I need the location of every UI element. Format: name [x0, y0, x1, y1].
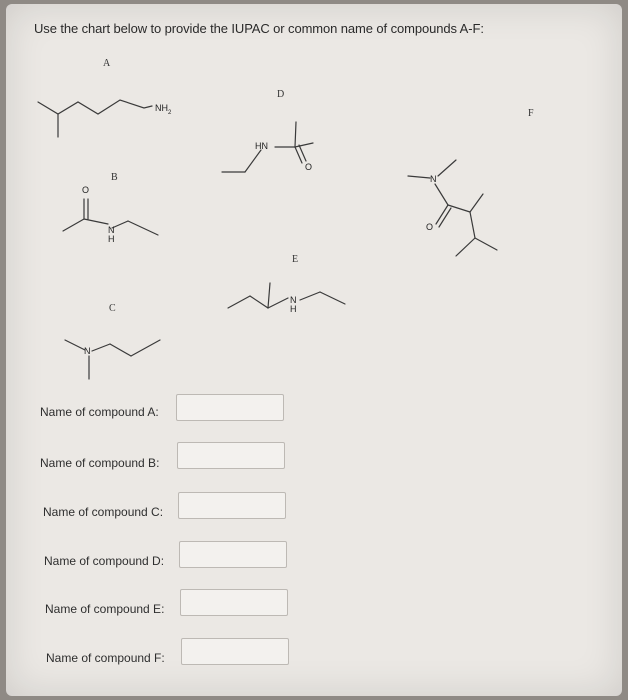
compound-b-hydrogen: H: [108, 234, 115, 244]
question-e-label: Name of compound E:: [45, 602, 165, 616]
question-b-label: Name of compound B:: [40, 456, 160, 470]
compound-d-label: D: [277, 89, 285, 100]
compound-b-nitrogen: N: [108, 225, 115, 235]
question-a-label: Name of compound A:: [40, 405, 159, 419]
compound-e-structure: [228, 283, 345, 308]
compound-f-oxygen: O: [426, 222, 434, 232]
question-c-label: Name of compound C:: [43, 505, 164, 519]
compound-a-label: A: [103, 58, 111, 69]
compound-c-structure: [65, 340, 160, 379]
compound-e-answer-input[interactable]: [180, 589, 288, 616]
compound-e-label: E: [292, 254, 299, 265]
compound-d-answer-input[interactable]: [179, 541, 287, 568]
compound-c-nitrogen: N: [84, 346, 91, 356]
compound-d-amine: HN: [255, 141, 268, 151]
compound-a-amine: $NH_2$: [155, 103, 172, 116]
compound-b-oxygen: O: [82, 185, 90, 195]
compound-f-label: F: [528, 108, 534, 119]
compound-e-nitrogen: N: [290, 295, 297, 305]
question-f-label: Name of compound F:: [46, 651, 165, 665]
compound-a-answer-input[interactable]: [176, 394, 284, 421]
question-d-label: Name of compound D:: [44, 554, 165, 568]
compound-d-oxygen: O: [305, 162, 313, 172]
compound-a-structure: [38, 100, 152, 137]
compound-f-nitrogen: N: [430, 174, 437, 184]
compound-f-answer-input[interactable]: [181, 638, 289, 665]
instructions-text: Use the chart below to provide the IUPAC or common name of compounds A-F:: [34, 21, 484, 36]
compound-f-structure: [408, 160, 497, 256]
compound-c-answer-input[interactable]: [178, 492, 286, 519]
compound-e-hydrogen: H: [290, 304, 297, 314]
compound-b-label: B: [111, 172, 118, 183]
compound-c-label: C: [109, 303, 116, 314]
compound-b-answer-input[interactable]: [177, 442, 285, 469]
